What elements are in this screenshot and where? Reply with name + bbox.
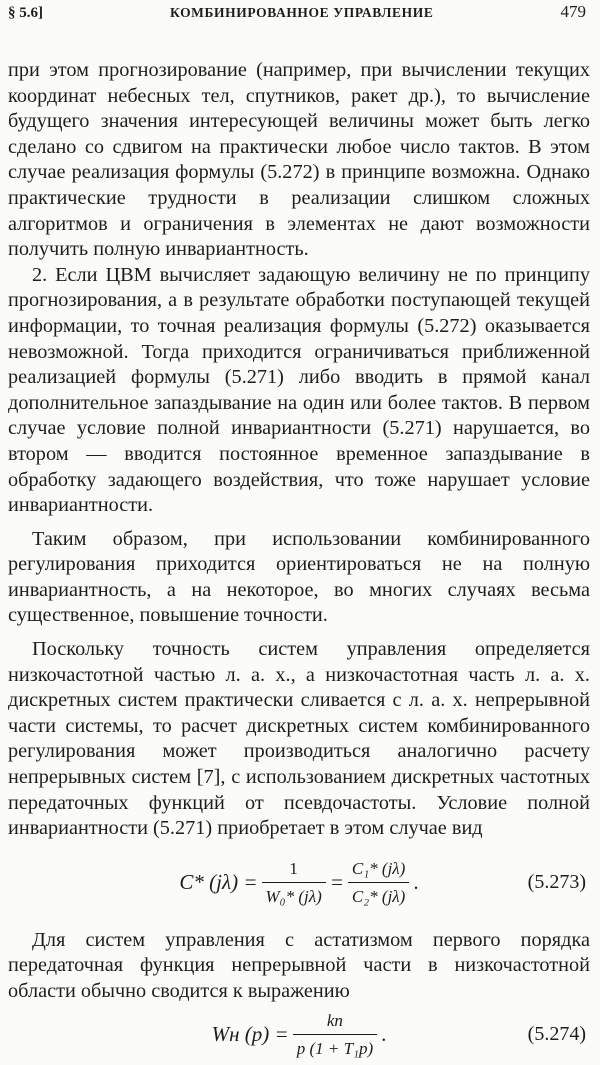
equation-5-273: C* (jλ) = $\frac{1}{\text{W₀* (jλ)}}$ = $\frac{\text{C₁* (jλ)}}{\text{C₂* (jλ)}}$ . (5.273)	[8, 848, 590, 918]
paragraph-5: Для систем управления с астатизмом первого порядка передаточная функция непрерывной части в низкочастотной области обычно сводится к выражению	[8, 928, 590, 1002]
eq-274-den: p (1 + T₁p)	[293, 1034, 377, 1062]
eq-273-lhs: C* (jλ) =	[179, 870, 258, 895]
running-title: КОМБИНИРОВАННОЕ УПРАВЛЕНИЕ	[170, 5, 434, 20]
eq-273-fraction-1	[262, 856, 326, 910]
paragraph-4: Поскольку точность систем управления определяется низкочастотной частью л. а. х., а низкочастотная часть л. а. х. дискретных систем практически сливается с л. а. х. непрерывной части системы, то расчет дискретных систем комбинированного регулирования может производиться аналогично расчету непрерывных систем [7], с использованием дискретных частотных передаточных функций от псевдочастоты. Условие полной инвариантности (5.271) приобретает в этом случае вид	[8, 638, 590, 840]
paragraph-3: Таким образом, при использовании комбинированного регулирования приходится ориентироваться не на полную инвариантность, а на некоторое, во многих случаях весьма существенное, повышение точности.	[8, 527, 590, 627]
page-number: 479	[560, 2, 586, 21]
eq-273-frac1-den: W₀* (jλ)	[262, 882, 326, 910]
eq-273-equals: =	[329, 870, 344, 895]
page-header	[8, 2, 586, 26]
equation-5-274: Wн (p) = $\frac{kп}{\text{p (1 + T₁p)}}$ . (5.274)	[8, 1005, 590, 1065]
eq-273-fraction-2	[348, 856, 409, 910]
eq-273-frac1-num: 1	[289, 858, 298, 878]
eq-274-num: kп	[326, 1010, 343, 1030]
equation-number-5-273: (5.273)	[527, 871, 586, 894]
equation-number-5-274: (5.274)	[527, 1022, 586, 1045]
eq-274-fraction	[293, 1008, 377, 1062]
section-marker: § 5.6]	[8, 5, 43, 21]
eq-273-frac2-den: C₂* (jλ)	[348, 882, 409, 910]
paragraph-2: 2. Если ЦВМ вычисляет задающую величину не по принципу прогнозирования, а в результате обработки поступающей текущей информации, то точная реализация формулы (5.272) оказывается невозможной. Тогда приходится ограничиваться приближенной реализацией формулы (5.271) либо вводить в прямой канал дополнительное запаздывание на один или более тактов. В первом случае условие полной инвариантности (5.271) нарушается, во втором — вводится постоянное временное запаздывание в обработку задающего воздействия, что тоже нарушает условие инвариантности.	[8, 263, 590, 517]
eq-274-lhs: Wн (p) =	[211, 1021, 289, 1046]
eq-273-frac2-num: C₁* (jλ)	[351, 858, 406, 878]
paragraph-1: при этом прогнозирование (например, при вычислении текущих координат небесных тел, спутников, ракет др.), то вычисление будущего значения интересующей величины может быть легко сделано со сдвигом на практически любое число тактов. В этом случае реализация формулы (5.272) в принципе возможна. Однако практические трудности в реализации слишком сложных алгоритмов и ограничения в элементах не дают возможности получить полную инвариантность.	[8, 59, 590, 261]
page-body	[8, 58, 590, 1065]
